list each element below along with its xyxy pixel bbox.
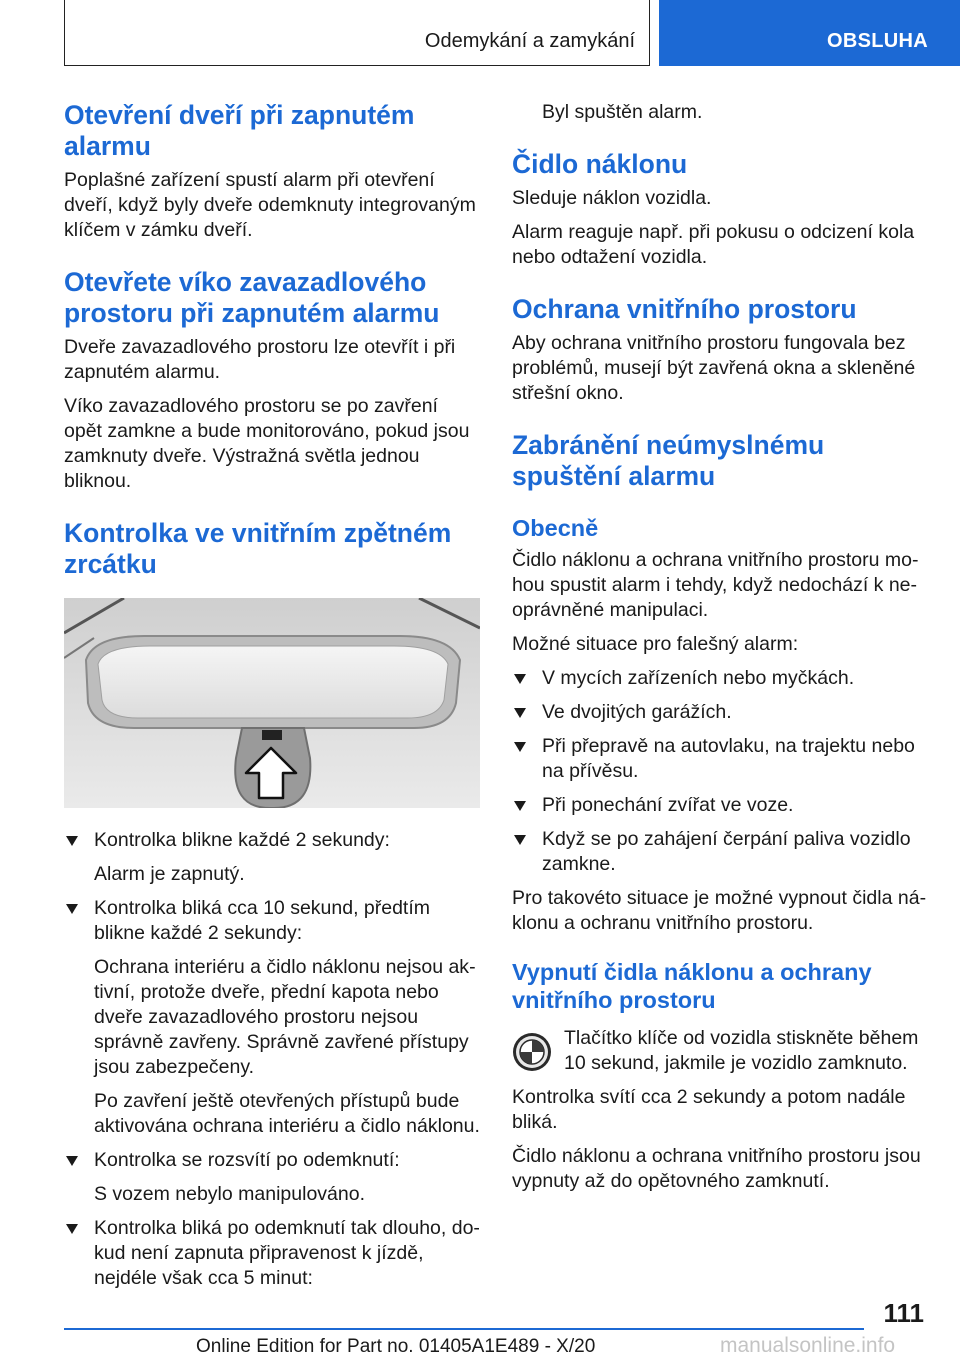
chapter-tab xyxy=(659,0,960,66)
heading-mirror-indicator: Kontrolka ve vnitřním zpětném zrcátku xyxy=(64,518,452,579)
heading-prevent-false-alarm: Zabránění neúmyslnému spuštění alarmu xyxy=(512,430,825,491)
list-item: Když se po zahájení čerpání paliva vozidlo zamkne. xyxy=(512,827,928,877)
list-item: Kontrolka blikne každé 2 sekundy: xyxy=(64,828,480,853)
paragraph: Pro takovéto situace je možné vypnout čidla náklonu a ochranu vnitřního prostoru. xyxy=(512,887,927,934)
triangle-bullet-icon xyxy=(514,708,526,718)
footer-divider xyxy=(64,1328,864,1330)
list-item: Kontrolka bliká cca 10 sekund, předtím blikne každé 2 sekundy: xyxy=(64,896,480,946)
paragraph: Poplašné zařízení spustí alarm při otevření dveří, když byly dveře odemknuty integrovaným klíčem v zámku dveří. xyxy=(64,169,476,241)
list-subtext: Ochrana interiéru a čidlo náklonu nejsou aktivní, protože dveře, přední kapota nebo dveře zavazadlového prostoru nejsou správně zavřeny. Správně zavřené přístupy jsou zabezpečeny. xyxy=(94,956,476,1078)
page-number: 111 xyxy=(883,1298,924,1328)
paragraph: Víko zavazadlového prostoru se po zavření opět zamkne a bude monitorováno, pokud jsou zamknuty dveře. Výstražná světla jednou bliknou. xyxy=(64,395,470,492)
list-item: Kontrolka se rozsvítí po odemknutí: xyxy=(64,1148,480,1173)
list-subtext: Alarm je zapnutý. xyxy=(94,863,245,885)
list-subtext: Po zavření ještě otevřených přístupů bude aktivována ochrana interiéru a čidlo náklonu. xyxy=(94,1090,480,1137)
paragraph: Aby ochrana vnitřního prostoru fungovala bez problémů, musejí být zavřená okna a skleněné střešní okno. xyxy=(512,332,916,404)
paragraph: Alarm reaguje např. při pokusu o odcizení kola nebo odtažení vozidla. xyxy=(512,221,915,268)
heading-tilt-sensor: Čidlo náklonu xyxy=(512,149,688,179)
list-subtext: S vozem nebylo manipulováno. xyxy=(94,1183,365,1205)
triangle-bullet-icon xyxy=(66,1156,78,1166)
triangle-bullet-icon xyxy=(66,904,78,914)
paragraph: Možné situace pro falešný alarm: xyxy=(512,633,799,655)
key-button-instruction xyxy=(512,1026,928,1076)
indicator-list xyxy=(64,828,480,1291)
heading-interior-protection: Ochrana vnitřního prostoru xyxy=(512,294,857,324)
subheading-general: Obecně xyxy=(512,515,599,541)
rearview-mirror-image xyxy=(64,598,480,808)
watermark: manualsonline.info xyxy=(720,1334,896,1357)
left-column xyxy=(64,100,480,1291)
paragraph: Čidlo náklonu a ochrana vnitřního prostoru jsou vypnuty až do opětovného zamknutí. xyxy=(512,1145,921,1192)
right-column xyxy=(512,100,928,1194)
edition-label: Online Edition for Part no. 01405A1E489 - X/20 xyxy=(196,1336,596,1357)
false-alarm-list xyxy=(512,666,928,877)
continued-subtext: Byl spuštěn alarm. xyxy=(542,101,703,123)
triangle-bullet-icon xyxy=(514,674,526,684)
list-item: Kontrolka bliká po odemknutí tak dlouho, dokud není zapnuta připravenost k jízdě, nejdéle však cca 5 minut: xyxy=(64,1216,480,1291)
header-frame xyxy=(64,0,650,66)
list-item: Ve dvojitých garážích. xyxy=(512,700,928,725)
mirror-illustration xyxy=(64,598,480,808)
paragraph: Tlačítko klíče od vozidla stiskněte během 10 sekund, jakmile je vozidlo zamknuto. xyxy=(564,1027,919,1074)
subheading-disable-sensors: Vypnutí čidla náklonu a ochrany vnitřního prostoru xyxy=(512,959,872,1013)
chapter-tab-label: OBSLUHA xyxy=(827,30,928,52)
triangle-bullet-icon xyxy=(514,801,526,811)
triangle-bullet-icon xyxy=(66,836,78,846)
triangle-bullet-icon xyxy=(514,835,526,845)
list-item: V mycích zařízeních nebo myčkách. xyxy=(512,666,928,691)
paragraph: Kontrolka svítí cca 2 sekundy a potom nadále bliká. xyxy=(512,1086,906,1133)
list-item: Při přepravě na autovlaku, na trajektu nebo na přívěsu. xyxy=(512,734,928,784)
triangle-bullet-icon xyxy=(514,742,526,752)
bmw-key-button-icon xyxy=(512,1032,552,1072)
section-title: Odemykání a zamykání xyxy=(424,30,635,52)
paragraph: Čidlo náklonu a ochrana vnitřního prostoru mohou spustit alarm i tehdy, když nedochází k neoprávněné manipulaci. xyxy=(512,549,919,621)
heading-door-open-alarm: Otevření dveří při zapnutém alarmu xyxy=(64,100,415,161)
paragraph: Dveře zavazadlového prostoru lze otevřít i při zapnutém alarmu. xyxy=(64,336,456,383)
list-item: Při ponechání zvířat ve voze. xyxy=(512,793,928,818)
heading-trunk-open-alarm: Otevřete víko zavazadlového prostoru při zapnutém alarmu xyxy=(64,267,440,328)
triangle-bullet-icon xyxy=(66,1224,78,1234)
paragraph: Sleduje náklon vozidla. xyxy=(512,187,712,209)
